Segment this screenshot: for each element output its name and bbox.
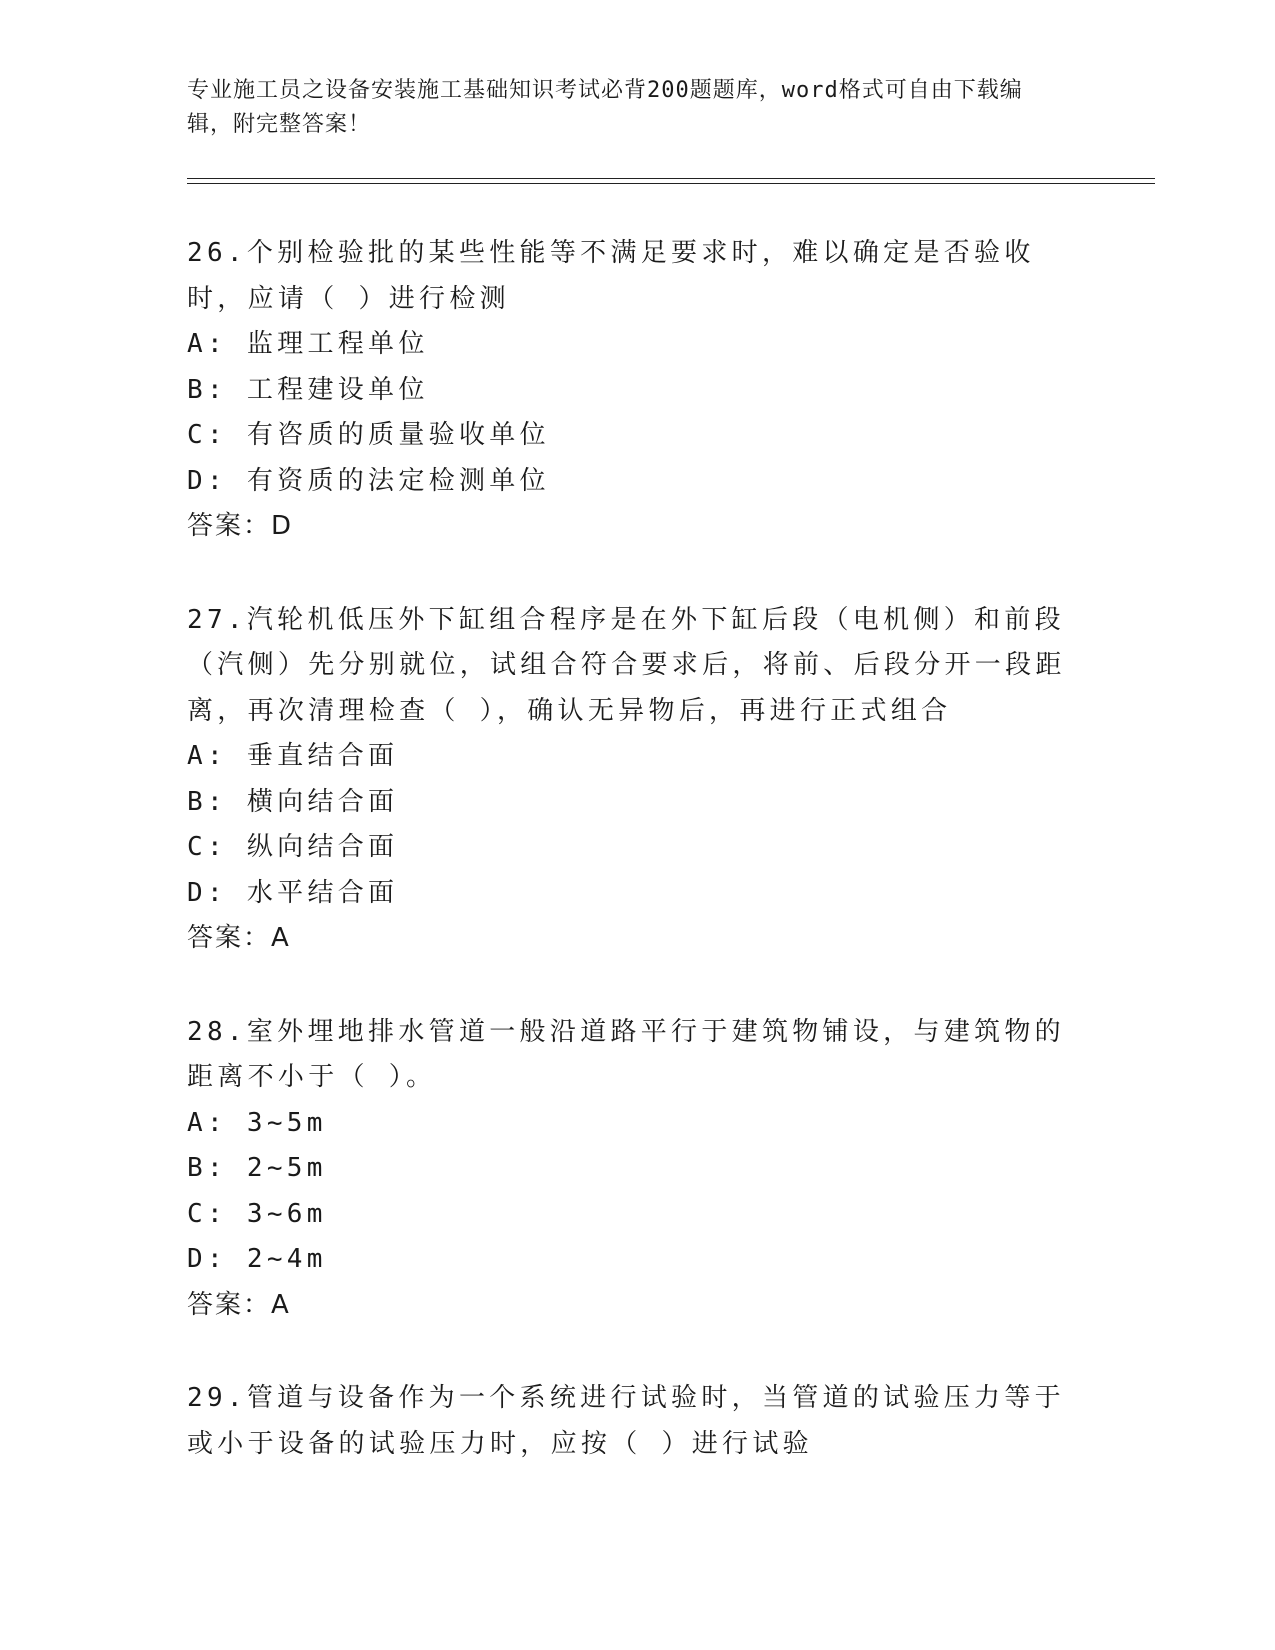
question-list — [187, 231, 1087, 1515]
option-a: A: 垂直结合面 — [187, 741, 399, 771]
question-27 — [187, 598, 1087, 962]
option-c: C: 3~6m — [187, 1198, 327, 1229]
header-divider — [187, 178, 1155, 184]
option-d: D: 水平结合面 — [187, 877, 399, 908]
answer-label: 答案：A — [187, 1289, 291, 1320]
question-28 — [187, 1010, 1087, 1329]
option-d: D: 2~4m — [187, 1244, 327, 1274]
option-d: D: 有资质的法定检测单位 — [187, 465, 550, 496]
option-c: C: 有咨质的质量验收单位 — [187, 420, 550, 450]
answer-label: 答案：D — [187, 511, 294, 541]
option-b: B: 工程建设单位 — [187, 374, 429, 405]
option-c: C: 纵向结合面 — [187, 832, 399, 862]
document-header: 专业施工员之设备安装施工基础知识考试必背200题题库，word格式可自由下载编辑，附完整答案！ — [187, 78, 1023, 137]
option-b: B: 横向结合面 — [187, 786, 399, 817]
option-b: B: 2~5m — [187, 1153, 327, 1183]
question-26 — [187, 231, 1087, 550]
question-text: 29.管道与设备作为一个系统进行试验时，当管道的试验压力等于或小于设备的试验压力时，应按（ ）进行试验 — [187, 1383, 1065, 1459]
question-text: 26.个别检验批的某些性能等不满足要求时，难以确定是否验收时，应请（ ）进行检测 — [187, 238, 1035, 314]
answer-label: 答案：A — [187, 923, 291, 953]
option-a: A: 监理工程单位 — [187, 329, 429, 359]
option-a: A: 3~5m — [187, 1107, 327, 1138]
question-29 — [187, 1376, 1087, 1467]
question-text: 27.汽轮机低压外下缸组合程序是在外下缸后段（电机侧）和前段（汽侧）先分别就位，试组合符合要求后，将前、后段分开一段距离，再次清理检查（ ），确认无异物后，再进行正式组合 — [187, 604, 1066, 726]
question-text: 28.室外埋地排水管道一般沿道路平行于建筑物铺设，与建筑物的距离不小于（ ）。 — [187, 1016, 1065, 1092]
